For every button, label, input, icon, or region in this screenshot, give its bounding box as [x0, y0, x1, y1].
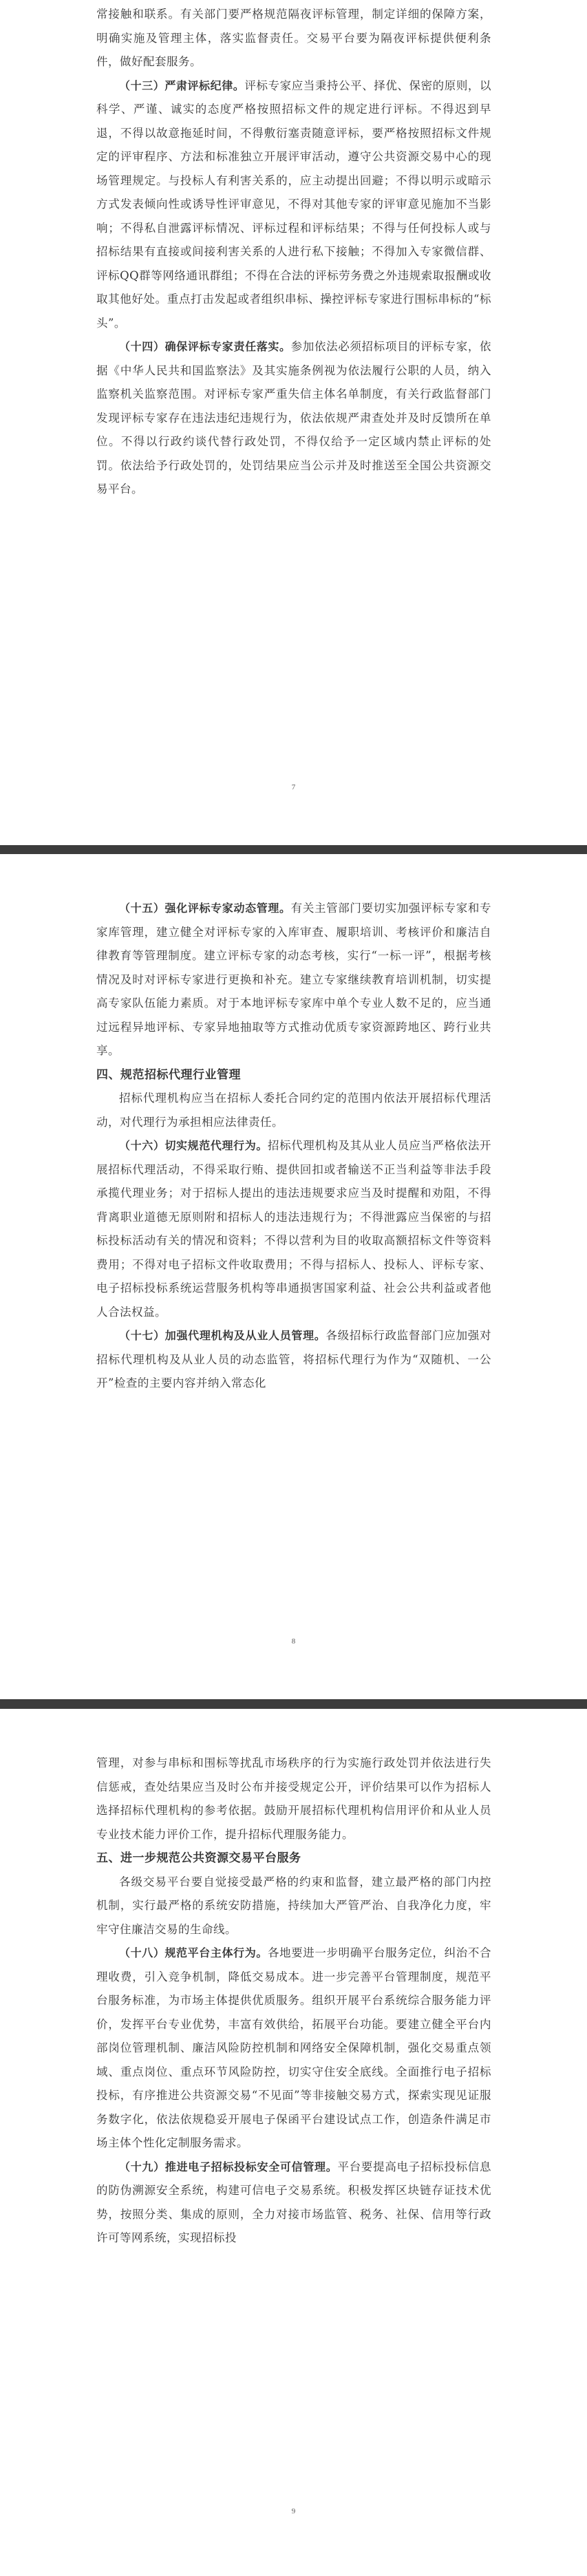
page-number: 7 — [291, 783, 296, 791]
paragraph-16: （十六）切实规范代理行为。招标代理机构及其从业人员应当严格依法开展招标代理活动，不得采取行贿、提供回扣或者输送不正当利益等非法手段承揽代理业务；对于招标人提出的违法违规要求应当及时提醒和劝阻，不得背离职业道德无原则附和招标人的违法违规行为；不得泄露应当保密的与招标投标活动有关的情况和资料；不得以营利为目的收取高额招标文件等资料费用；不得对电子招标文件收取费用；不得与招标人、投标人、评标专家、电子招标投标系统运营服务机构等串通损害国家利益、社会公共利益或者他人合法权益。 — [96, 1139, 491, 1319]
clause-heading: （十三）严肃评标纪律。 — [119, 78, 245, 92]
paragraph-15: （十五）强化评标专家动态管理。有关主管部门要切实加强评标专家和专家库管理，建立健全对评标专家的入库审查、履职培训、考核评价和廉洁自律教育等管理制度。建立评标专家的动态考核，实行“一标一评”，根据考核情况及时对评标专家进行更换和补充。建立专家继续教育培训机制，切实提高专家队伍能力素质。对于本地评标专家库中单个专业人数不足的，应当通过远程异地评标、专家异地抽取等方式推动优质专家资源跨地区、跨行业共享。 — [96, 902, 491, 1057]
section-heading: 四、规范招标代理行业管理 — [96, 1067, 241, 1082]
paragraph-17: （十七）加强代理机构及从业人员管理。各级招标行政监督部门应加强对招标代理机构及从业人员的动态监管，将招标代理行为作为“双随机、一公开”检查的主要内容并纳入常态化 — [96, 1329, 491, 1390]
paragraph-intro: 招标代理机构应当在招标人委托合同约定的范围内依法开展招标代理活动，对代理行为承担相应法律责任。 — [96, 1092, 491, 1129]
clause-heading: （十四）确保评标专家责任落实。 — [119, 340, 291, 353]
document-page-7 — [0, 0, 587, 845]
paragraph-19: （十九）推进电子招标投标安全可信管理。平台要提高电子招标投标信息的防伪溯源安全系统，构建可信电子交易系统。积极发挥区块链存证技术优势，按照分类、集成的原则，全力对接市场监管、税务、社保、信用等行政许可等网系统，实现招标投 — [96, 2160, 491, 2244]
paragraph-13: （十三）严肃评标纪律。评标专家应当秉持公平、择优、保密的原则，以科学、严谨、诚实的态度严格按照招标文件的规定进行评标。不得迟到早退，不得以故意拖延时间，不得敷衍塞责随意评标，要严格按照招标文件规定的评审程序、方法和标准独立开展评审活动，遵守公共资源交易中心的现场管理规定。与投标人有利害关系的，应主动提出回避；不得以明示或暗示方式发表倾向性或诱导性评审意见，不得对其他专家的评审意见施加不当影响；不得私自泄露评标情况、评标过程和评标结果；不得与任何投标人或与招标结果有直接或间接利害关系的人进行私下接触；不得加入专家微信群、评标QQ群等网络通讯群组；不得在合法的评标劳务费之外违规索取报酬或收取其他好处。重点打击发起或者组织串标、操控评标专家进行围标串标的“标头”。 — [96, 78, 491, 330]
clause-heading: （十八）规范平台主体行为。 — [119, 1946, 268, 1959]
document-page-9 — [0, 1709, 587, 2576]
paragraph-14: （十四）确保评标专家责任落实。参加依法必须招标项目的评标专家，依据《中华人民共和国监察法》及其实施条例视为依法履行公职的人员，纳入监察机关监察范围。对评标专家严重失信主体名单制度，有关行政监督部门发现评标专家存在违法违纪违规行为，依法依规严肃查处并及时反馈所在单位。不得以行政约谈代替行政处罚，不得仅给予一定区域内禁止评标的处罚。依法给予行政处罚的，处罚结果应当公示并及时推送至全国公共资源交易平台。 — [96, 340, 491, 496]
clause-heading: （十七）加强代理机构及从业人员管理。 — [119, 1329, 326, 1342]
paragraph-18: （十八）规范平台主体行为。各地要进一步明确平台服务定位，纠治不合理收费，引入竞争机制，降低交易成本。进一步完善平台管理制度，规范平台服务标准，为市场主体提供优质服务。组织开展平台系统综合服务能力评价，发挥平台专业优势，丰富有效供给，拓展平台功能。要建立健全平台内部岗位管理机制、廉洁风险防控机制和网络安全保障机制，强化交易重点领域、重点岗位、重点环节风险防控，切实守住安全底线。全面推行电子招标投标，有序推进公共资源交易“不见面”等非接触交易方式，探索实现见证服务数字化，依法依规稳妥开展电子保函平台建设试点工作，创造条件满足市场主体个性化定制服务需求。 — [96, 1946, 491, 2149]
page-number: 9 — [291, 2507, 296, 2515]
paragraph-continuation: 常接触和联系。有关部门要严格规范隔夜评标管理，制定详细的保障方案，明确实施及管理主体，落实监督责任。交易平台要为隔夜评标提供便利条件，做好配套服务。 — [96, 8, 491, 68]
paragraph-continuation: 管理，对参与串标和围标等扰乱市场秩序的行为实施行政处罚并依法进行失信惩戒，查处结果应当及时公布并接受规定公开，评价结果可以作为招标人选择招标代理机构的参考依据。鼓励开展招标代理机构信用评价和从业人员专业技术能力评价工作，提升招标代理服务能力。 — [96, 1756, 491, 1841]
document-page-8 — [0, 854, 587, 1699]
clause-heading: （十九）推进电子招标投标安全可信管理。 — [119, 2160, 338, 2173]
page-number: 8 — [291, 1637, 296, 1646]
clause-heading: （十五）强化评标专家动态管理。 — [119, 902, 291, 915]
clause-heading: （十六）切实规范代理行为。 — [119, 1139, 268, 1152]
section-heading: 五、进一步规范公共资源交易平台服务 — [96, 1851, 301, 1865]
paragraph-intro: 各级交易平台要自觉接受最严格的约束和监督，建立最严格的部门内控机制，实行最严格的系统安防措施，持续加大严管严治、自我净化力度，牢牢守住廉洁交易的生命线。 — [96, 1875, 491, 1936]
